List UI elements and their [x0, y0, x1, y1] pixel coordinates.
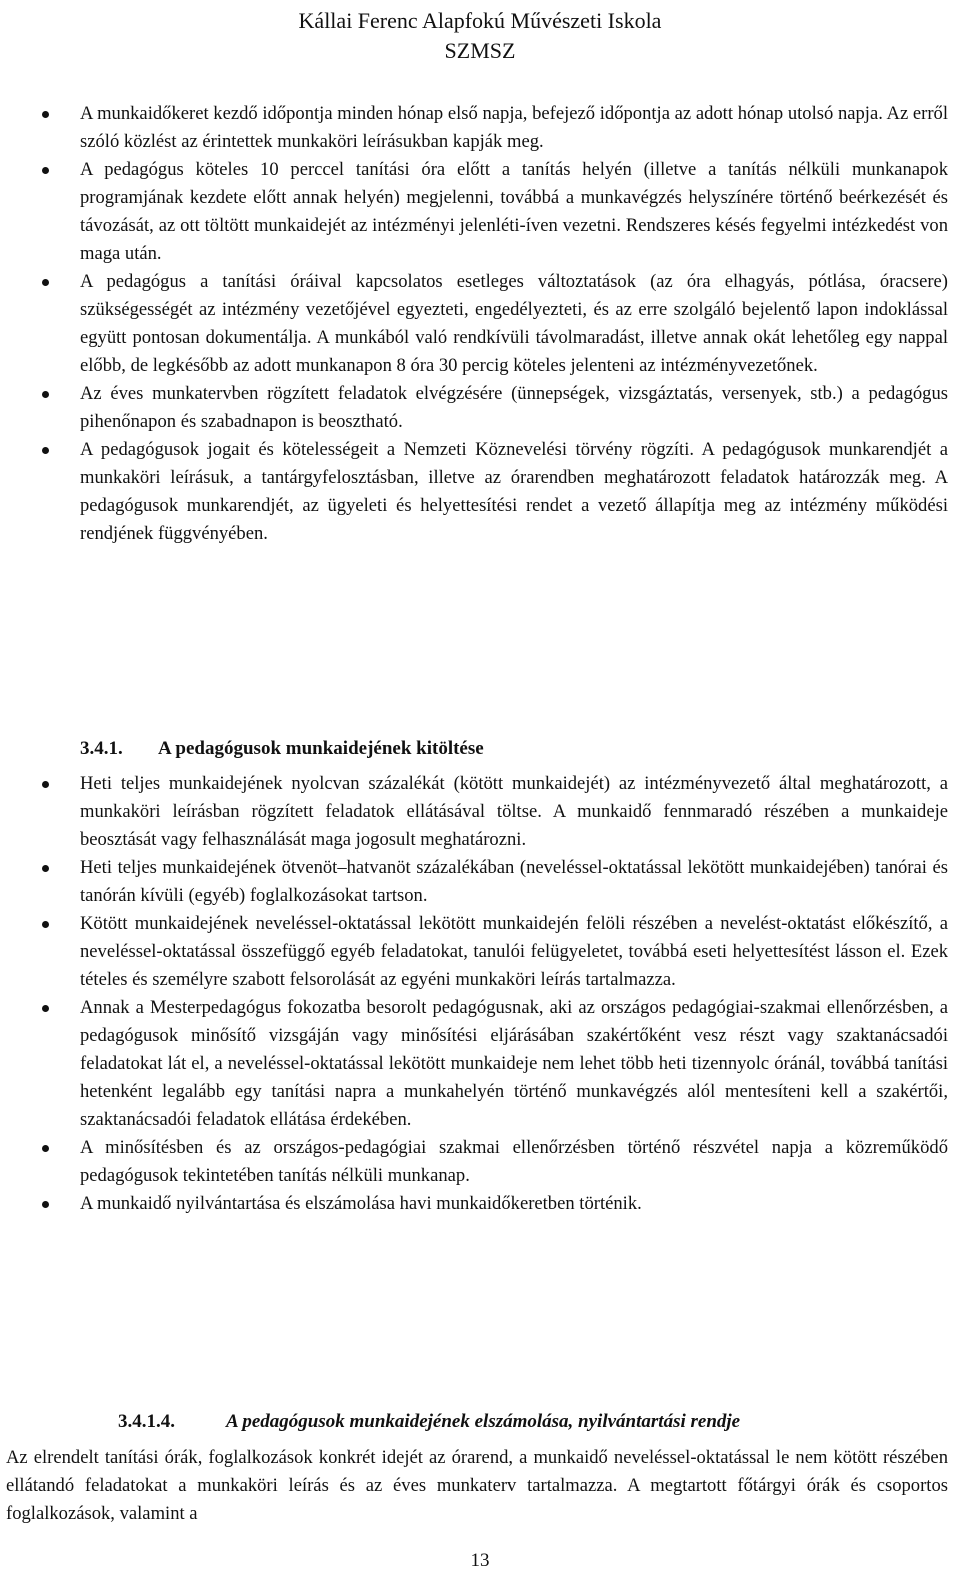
page-header: [0, 6, 960, 66]
list-item-text: Az éves munkatervben rögzített feladatok elvégzésére (ünnepségek, vizsgáztatás, versenyek, stb.) a pedagógus pihenőnapon és szabadnapon is beosztható.: [80, 383, 948, 432]
list-item: [0, 268, 960, 380]
section-title: A pedagógusok munkaidejének elszámolása, nyilvántartási rendje: [226, 1411, 741, 1432]
bullet-icon: [42, 1005, 49, 1012]
list-item: [0, 854, 960, 910]
bullet-icon: [42, 1201, 49, 1208]
list-item: [0, 156, 960, 268]
list-item: [0, 1134, 960, 1190]
list-item: [0, 100, 960, 156]
school-name: Kállai Ferenc Alapfokú Művészeti Iskola: [298, 8, 662, 33]
section-heading-3-4-1-4: [118, 1408, 740, 1436]
list-item-text: A minősítésben és az országos-pedagógiai szakmai ellenőrzésben történő részvétel napja a közreműködő pedagógusok tekintetében tanítás nélküli munkanap.: [80, 1137, 948, 1186]
bullet-list-work-rules: [0, 100, 960, 548]
list-item-text: A munkaidőkeret kezdő időpontja minden hónap első napja, befejező időpontja az adott hónap utolsó napja. Az erről szóló közlést az érintettek munkaköri leírásukban kapják meg.: [80, 103, 948, 152]
list-item: [0, 1190, 960, 1218]
bullet-icon: [42, 1145, 49, 1152]
list-item: [0, 436, 960, 548]
list-item: [0, 994, 960, 1134]
bullet-icon: [42, 111, 49, 118]
list-item-text: Heti teljes munkaidejének ötvenöt–hatvanöt százalékában (neveléssel-oktatással lekötött munkaidejében) tanórai és tanórán kívüli (egyéb) foglalkozásokat tartson.: [80, 857, 948, 906]
list-item-text: A pedagógusok jogait és kötelességeit a Nemzeti Köznevelési törvény rögzíti. A pedagógusok munkarendjét a munkaköri leírásuk, a tantárgyfelosztásban, illetve az órarendben meghatározott feladatok határozzák meg. A pedagógusok munkarendjét, az ügyeleti és helyettesítési rendet a vezető állapítja meg az intézmény működési rendjének függvényében.: [80, 439, 948, 544]
list-item: [0, 770, 960, 854]
bullet-icon: [42, 921, 49, 928]
section-number: 3.4.1.4.: [118, 1411, 175, 1432]
list-item-text: Annak a Mesterpedagógus fokozatba besorolt pedagógusnak, aki az országos pedagógiai-szakmai ellenőrzésben, a pedagógusok minősítő vizsgáján vagy minősítési eljárásában szakértőként vesz részt vagy szaktanácsadói feladatokat lát el, a neveléssel-oktatással lekötött munkaideje nem lehet több heti tizennyolc óránál, továbbá tanítási hetenként legalább egy tanítási napra a munkahelyén történő munkavégzés alól mentesíteni kell a szakértői, szaktanácsadói feladatok ellátása érdekében.: [80, 997, 948, 1130]
section-title: A pedagógusok munkaidejének kitöltése: [158, 738, 484, 759]
list-item: [0, 380, 960, 436]
body-paragraph: Az elrendelt tanítási órák, foglalkozások konkrét idejét az órarend, a munkaidő neveléssel-oktatással le nem kötött részében ellátandó feladatokat a munkaköri leírás és az éves munkaterv tartalmazza. A megtartott főtárgyi órák és csoportos foglalkozások, valamint a: [6, 1447, 948, 1524]
list-item-text: Heti teljes munkaidejének nyolcvan százalékát (kötött munkaidejét) az intézményvezető által meghatározott, a munkaköri leírásban rögzített feladatok ellátásával töltse. A munkaidő fennmaradó részében a munkaideje beosztását vagy felhasználását maga jogosult meghatározni.: [80, 773, 948, 850]
list-item-text: A munkaidő nyilvántartása és elszámolása havi munkaidőkeretben történik.: [80, 1193, 642, 1214]
bullet-icon: [42, 167, 49, 174]
page-number: 13: [470, 1550, 490, 1571]
document-name: SZMSZ: [444, 38, 516, 63]
bullet-icon: [42, 781, 49, 788]
bullet-icon: [42, 865, 49, 872]
bullet-icon: [42, 391, 49, 398]
list-item-text: Kötött munkaidejének neveléssel-oktatással lekötött munkaidején felöli részében a nevelést-oktatást előkészítő, a neveléssel-oktatással összefüggő egyéb feladatokat, tanulói felügyeletet, továbbá eseti helyettesítést lásson el. Ezek tételes és személyre szabott felsorolását az egyéni munkaköri leírás tartalmazza.: [80, 913, 948, 990]
list-item-text: A pedagógus a tanítási óráival kapcsolatos esetleges változtatások (az óra elhagyás, pótlása, óracsere) szükségességét az intézmény vezetőjével egyezteti, engedélyezteti, és az erre szolgáló bejelentő lapon indoklással együtt pontosan dokumentálja. A munkából való rendkívüli távolmaradást, illetve annak okát lehetőleg egy nappal előbb, de legkésőbb az adott munkanapon 8 óra 30 percig köteles jelenteni az intézményvezetőnek.: [80, 271, 948, 376]
section-number: 3.4.1.: [80, 738, 123, 759]
bullet-icon: [42, 447, 49, 454]
bullet-icon: [42, 279, 49, 286]
list-item: [0, 910, 960, 994]
section-heading-3-4-1: [80, 735, 484, 763]
list-item-text: A pedagógus köteles 10 perccel tanítási óra előtt a tanítás helyén (illetve a tanítás nélküli munkanapok programjának kezdete előtt annak helyén) megjelenni, továbbá a munkavégzés helyszínére történő beérkezését és távozását, az ott töltött munkaidejét az intézményi jelenléti-íven vezetni. Rendszeres késés fegyelmi intézkedést von maga után.: [80, 159, 948, 264]
bullet-list-working-time: [0, 770, 960, 1218]
